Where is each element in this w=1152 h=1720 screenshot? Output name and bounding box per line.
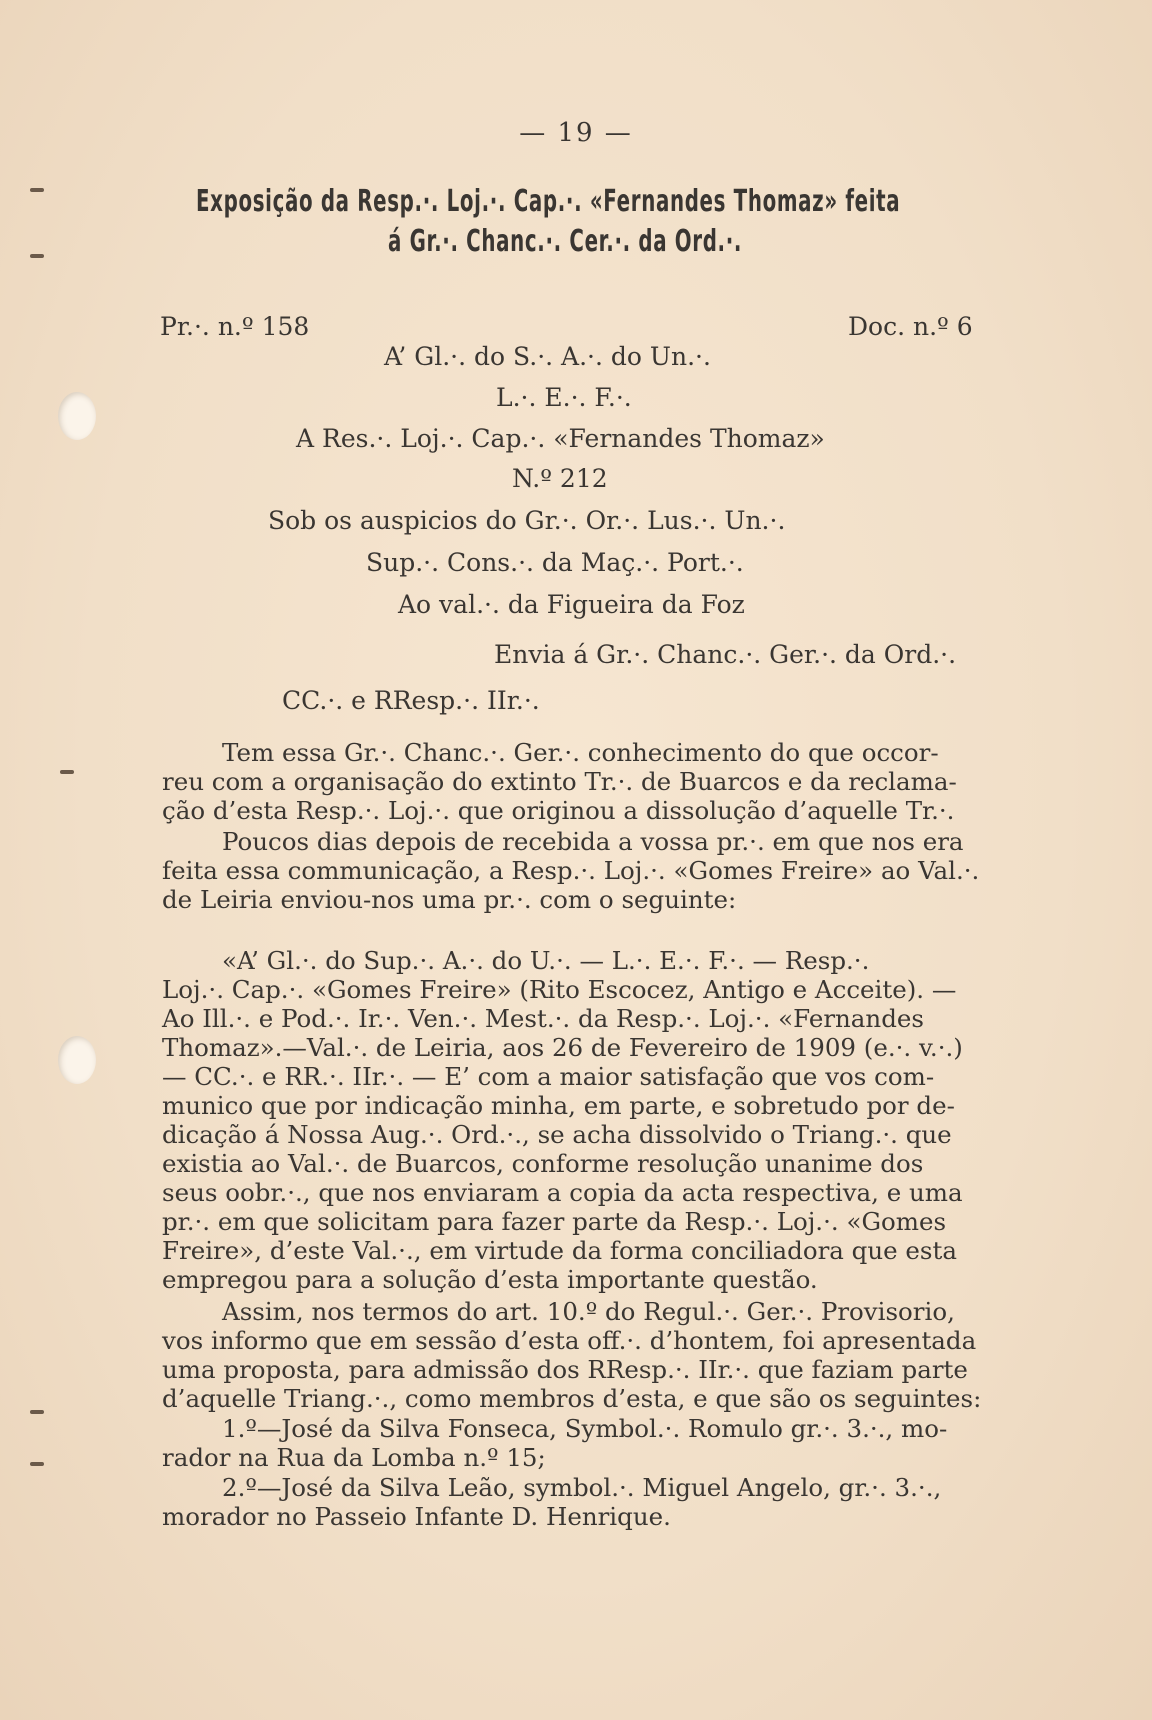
council-line: Sup.·. Cons.·. da Maç.·. Port.·. [366, 548, 744, 577]
paragraph-line: dicação á Nossa Aug.·. Ord.·., se acha dissolvido o Triang.·. que [162, 1120, 952, 1149]
paragraph-line: Poucos dias depois de recebida a vossa pr.·. em que nos era [222, 827, 964, 856]
header-motto: L.·. E.·. F.·. [496, 383, 632, 412]
paragraph-line: 2.º—José da Silva Leão, symbol.·. Miguel Angelo, gr.·. 3.·., [222, 1473, 942, 1502]
paragraph-line: seus oobr.·., que nos enviaram a copia da acta respectiva, e uma [162, 1178, 963, 1207]
document-number: Doc. n.º 6 [848, 312, 973, 341]
document-title-line2: á Gr.·. Chanc.·. Cer.·. da Ord.·. [388, 224, 743, 259]
paragraph-4 [162, 1297, 982, 1413]
paragraph-line: empregou para a solução d’esta importante questão. [162, 1265, 818, 1294]
paragraph-line: existia ao Val.·. de Buarcos, conforme resolução unanime dos [162, 1149, 924, 1178]
margin-mark [30, 1410, 44, 1414]
margin-mark [30, 254, 44, 258]
paragraph-1 [162, 738, 978, 825]
paragraph-line: ção d’esta Resp.·. Loj.·. que originou a dissolução d’aquelle Tr.·. [162, 796, 955, 825]
margin-mark [30, 188, 44, 192]
paragraph-line: pr.·. em que solicitam para fazer parte da Resp.·. Loj.·. «Gomes [162, 1207, 947, 1236]
recipient-line: Envia á Gr.·. Chanc.·. Ger.·. da Ord.·. [494, 640, 957, 669]
valley-line: Ao val.·. da Figueira da Foz [398, 590, 745, 619]
paragraph-5-list-item [162, 1414, 978, 1472]
paragraph-line: Ao Ill.·. e Pod.·. Ir.·. Ven.·. Mest.·. da Resp.·. Loj.·. «Fernandes [162, 1004, 924, 1033]
margin-mark [30, 1462, 44, 1466]
paragraph-line: Assim, nos termos do art. 10.º do Regul.·. Ger.·. Provisorio, [222, 1297, 955, 1326]
paragraph-line: Thomaz».—Val.·. de Leiria, aos 26 de Fevereiro de 1909 (e.·. v.·.) [162, 1033, 963, 1062]
auspices-line: Sob os auspicios do Gr.·. Or.·. Lus.·. Un.·. [268, 506, 786, 535]
paragraph-line: uma proposta, para admissão dos RResp.·. IIr.·. que faziam parte [162, 1355, 968, 1384]
lodge-name: A Res.·. Loj.·. Cap.·. «Fernandes Thomaz» [296, 424, 825, 453]
page-number: — 19 — [519, 118, 633, 148]
paragraph-line: morador no Passeio Infante D. Henrique. [162, 1502, 671, 1531]
header-invocation: A’ Gl.·. do S.·. A.·. do Un.·. [384, 342, 711, 371]
reference-number: Pr.·. n.º 158 [160, 312, 310, 341]
paragraph-line: rador na Rua da Lomba n.º 15; [162, 1443, 546, 1472]
paragraph-line: vos informo que em sessão d’esta off.·. d’hontem, foi apresentada [162, 1326, 977, 1355]
paragraph-2 [162, 827, 978, 914]
punch-hole-bottom [58, 1036, 96, 1084]
paragraph-line: Loj.·. Cap.·. «Gomes Freire» (Rito Escocez, Antigo e Acceite). — [162, 975, 957, 1004]
paragraph-line: 1.º—José da Silva Fonseca, Symbol.·. Romulo gr.·. 3.·., mo- [222, 1414, 948, 1443]
paragraph-line: munico que por indicação minha, em parte, e sobretudo por de- [162, 1091, 955, 1120]
punch-hole-top [58, 392, 96, 440]
paragraph-line: feita essa communicação, a Resp.·. Loj.·. «Gomes Freire» ao Val.·. [162, 856, 980, 885]
lodge-number: N.º 212 [512, 464, 608, 493]
document-title-line1: Exposição da Resp.·. Loj.·. Cap.·. «Fernandes Thomaz» feita [196, 184, 901, 219]
paragraph-3-quotation [162, 946, 978, 1294]
salutation: CC.·. e RResp.·. IIr.·. [282, 686, 540, 715]
paragraph-line: Freire», d’este Val.·., em virtude da forma conciliadora que esta [162, 1236, 957, 1265]
paragraph-line: reu com a organisação do extinto Tr.·. de Buarcos e da reclama- [162, 767, 957, 796]
paragraph-line: Tem essa Gr.·. Chanc.·. Ger.·. conhecimento do que occor- [222, 738, 939, 767]
paragraph-line: «A’ Gl.·. do Sup.·. A.·. do U.·. — L.·. E.·. F.·. — Resp.·. [222, 946, 870, 975]
paragraph-line: d’aquelle Triang.·., como membros d’esta, e que são os seguintes: [162, 1384, 982, 1413]
margin-mark [60, 770, 74, 774]
paragraph-line: de Leiria enviou-nos uma pr.·. com o seguinte: [162, 885, 737, 914]
paragraph-6-list-item [162, 1473, 978, 1531]
paragraph-line: — CC.·. e RR.·. IIr.·. — E’ com a maior satisfação que vos com- [162, 1062, 935, 1091]
